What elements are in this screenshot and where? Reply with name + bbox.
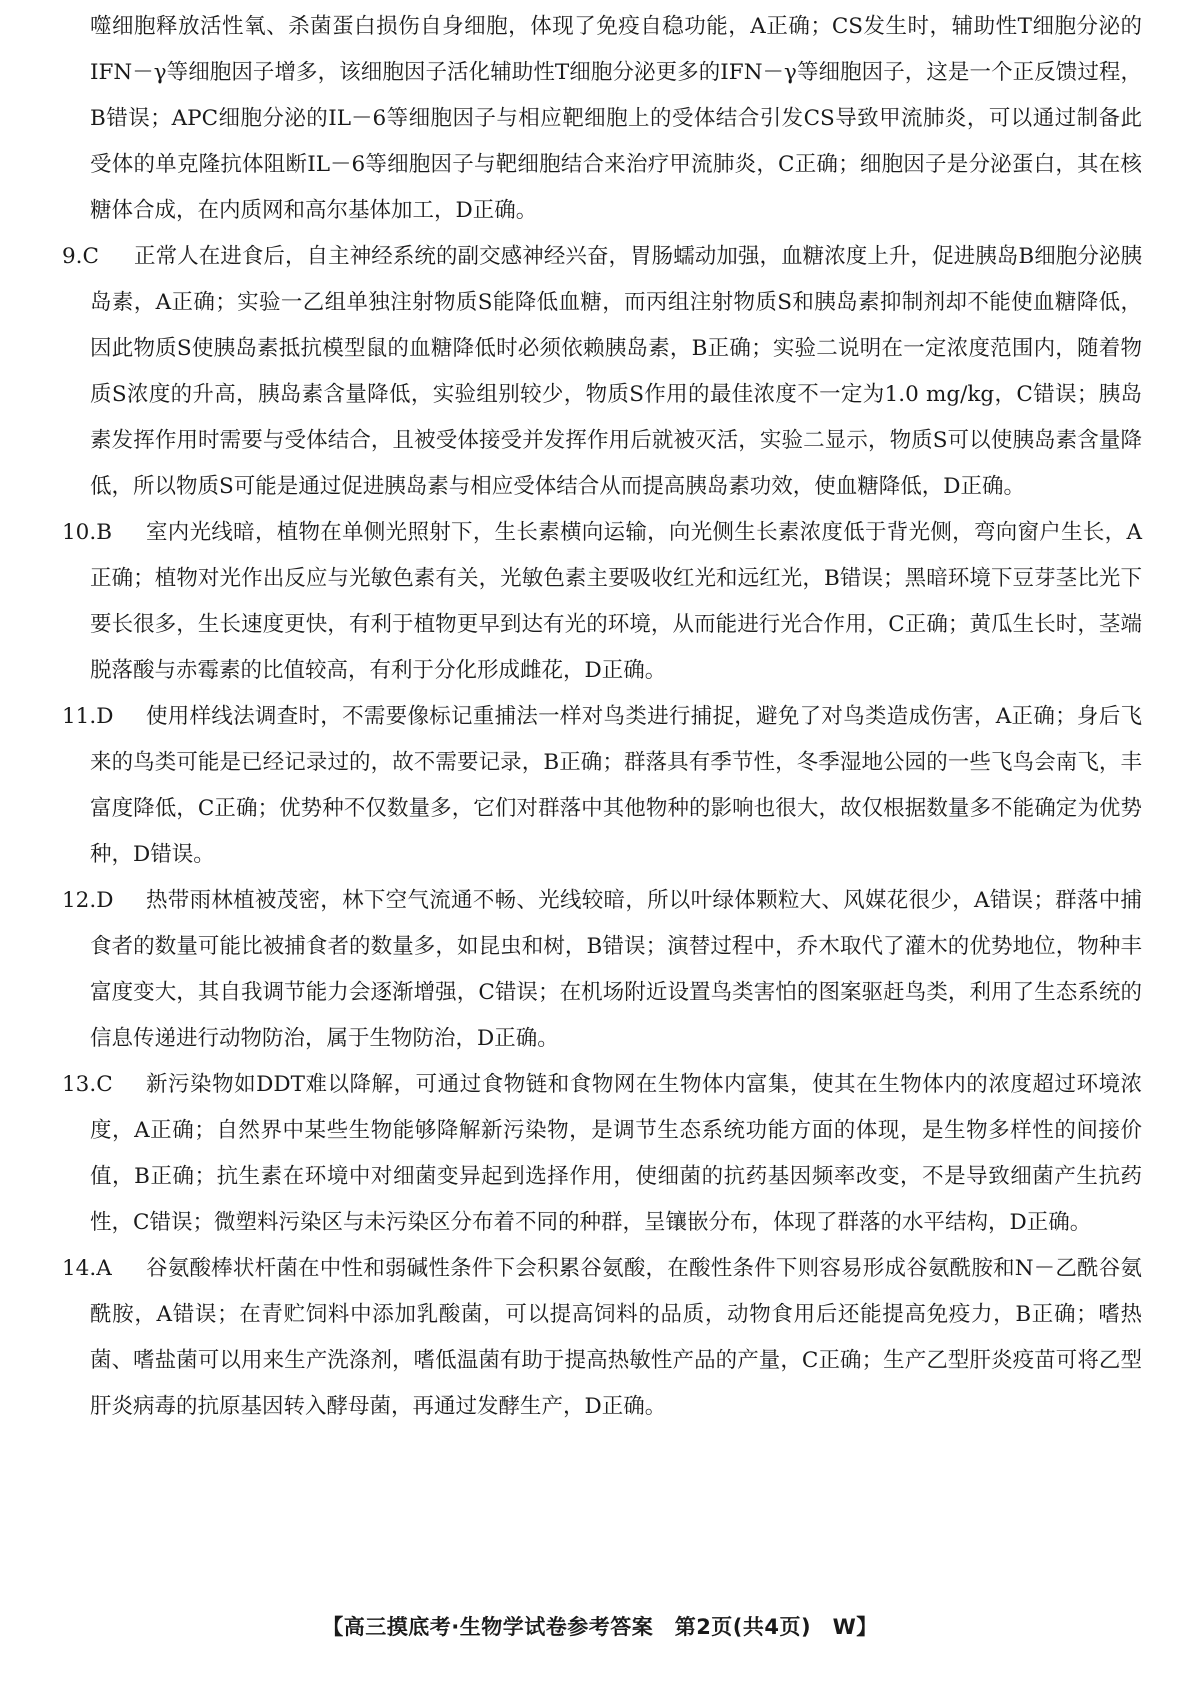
answer-item-14 bbox=[62, 1246, 1142, 1430]
answer-explanation: 室内光线暗，植物在单侧光照射下，生长素横向运输，向光侧生长素浓度低于背光侧，弯向窗户生长，A正确；植物对光作出反应与光敏色素有关，光敏色素主要吸收红光和远红光，B错误；黑暗环境下豆芽茎比光下要长很多，生长速度更快，有利于植物更早到达有光的环境，从而能进行光合作用，C正确；黄瓜生长时，茎端脱落酸与赤霉素的比值较高，有利于分化形成雌花，D正确。 bbox=[90, 520, 1142, 683]
answer-explanation: 谷氨酸棒状杆菌在中性和弱碱性条件下会积累谷氨酸，在酸性条件下则容易形成谷氨酰胺和N－乙酰谷氨酰胺，A错误；在青贮饲料中添加乳酸菌，可以提高饲料的品质，动物食用后还能提高免疫力，B正确；嗜热菌、嗜盐菌可以用来生产洗涤剂，嗜低温菌有助于提高热敏性产品的产量，C正确；生产乙型肝炎疫苗可将乙型肝炎病毒的抗原基因转入酵母菌，再通过发酵生产，D正确。 bbox=[90, 1256, 1142, 1419]
answer-item-11 bbox=[62, 694, 1142, 878]
answer-item-10 bbox=[62, 510, 1142, 694]
answer-number: 10.B bbox=[62, 520, 112, 545]
answer-explanation: 新污染物如DDT难以降解，可通过食物链和食物网在生物体内富集，使其在生物体内的浓度超过环境浓度，A正确；自然界中某些生物能够降解新污染物，是调节生态系统功能方面的体现，是生物多样性的间接价值，B正确；抗生素在环境中对细菌变异起到选择作用，使细菌的抗药基因频率改变，不是导致细菌产生抗药性，C错误；微塑料污染区与未污染区分布着不同的种群，呈镶嵌分布，体现了群落的水平结构，D正确。 bbox=[90, 1072, 1142, 1235]
answer-number: 11.D bbox=[62, 704, 114, 729]
answer-number: 9.C bbox=[62, 244, 99, 269]
answer-explanation: 使用样线法调查时，不需要像标记重捕法一样对鸟类进行捕捉，避免了对鸟类造成伤害，A正确；身后飞来的鸟类可能是已经记录过的，故不需要记录，B正确；群落具有季节性，冬季湿地公园的一些飞鸟会南飞，丰富度降低，C正确；优势种不仅数量多，它们对群落中其他物种的影响也很大，故仅根据数量多不能确定为优势种，D错误。 bbox=[90, 704, 1142, 867]
answer-content bbox=[62, 4, 1142, 1430]
page-footer: 【高三摸底考·生物学试卷参考答案 第2页(共4页) W】 bbox=[322, 1615, 878, 1639]
answer-number: 12.D bbox=[62, 888, 114, 913]
answer-number: 13.C bbox=[62, 1072, 113, 1097]
answer-explanation: 热带雨林植被茂密，林下空气流通不畅、光线较暗，所以叶绿体颗粒大、风媒花很少，A错误；群落中捕食者的数量可能比被捕食者的数量多，如昆虫和树，B错误；演替过程中，乔木取代了灌木的优势地位，物种丰富度变大，其自我调节能力会逐渐增强，C错误；在机场附近设置鸟类害怕的图案驱赶鸟类，利用了生态系统的信息传递进行动物防治，属于生物防治，D正确。 bbox=[90, 888, 1142, 1051]
answer-item-13 bbox=[62, 1062, 1142, 1246]
continued-answer-8: 噬细胞释放活性氧、杀菌蛋白损伤自身细胞，体现了免疫自稳功能，A正确；CS发生时，辅助性T细胞分泌的IFN－γ等细胞因子增多，该细胞因子活化辅助性T细胞分泌更多的IFN－γ等细胞因子，这是一个正反馈过程，B错误；APC细胞分泌的IL－6等细胞因子与相应靶细胞上的受体结合引发CS导致甲流肺炎，可以通过制备此受体的单克隆抗体阻断IL－6等细胞因子与靶细胞结合来治疗甲流肺炎，C正确；细胞因子是分泌蛋白，其在核糖体合成，在内质网和高尔基体加工，D正确。 bbox=[90, 14, 1142, 223]
answer-item-12 bbox=[62, 878, 1142, 1062]
answer-explanation: 正常人在进食后，自主神经系统的副交感神经兴奋，胃肠蠕动加强，血糖浓度上升，促进胰岛B细胞分泌胰岛素，A正确；实验一乙组单独注射物质S能降低血糖，而丙组注射物质S和胰岛素抑制剂却不能使血糖降低，因此物质S使胰岛素抵抗模型鼠的血糖降低时必须依赖胰岛素，B正确；实验二说明在一定浓度范围内，随着物质S浓度的升高，胰岛素含量降低，实验组别较少，物质S作用的最佳浓度不一定为1.0 mg/kg，C错误；胰岛素发挥作用时需要与受体结合，且被受体接受并发挥作用后就被灭活，实验二显示，物质S可以使胰岛素含量降低，所以物质S可能是通过促进胰岛素与相应受体结合从而提高胰岛素功效，使血糖降低，D正确。 bbox=[90, 244, 1142, 499]
answer-item-9 bbox=[62, 234, 1142, 510]
answer-number: 14.A bbox=[62, 1256, 112, 1281]
